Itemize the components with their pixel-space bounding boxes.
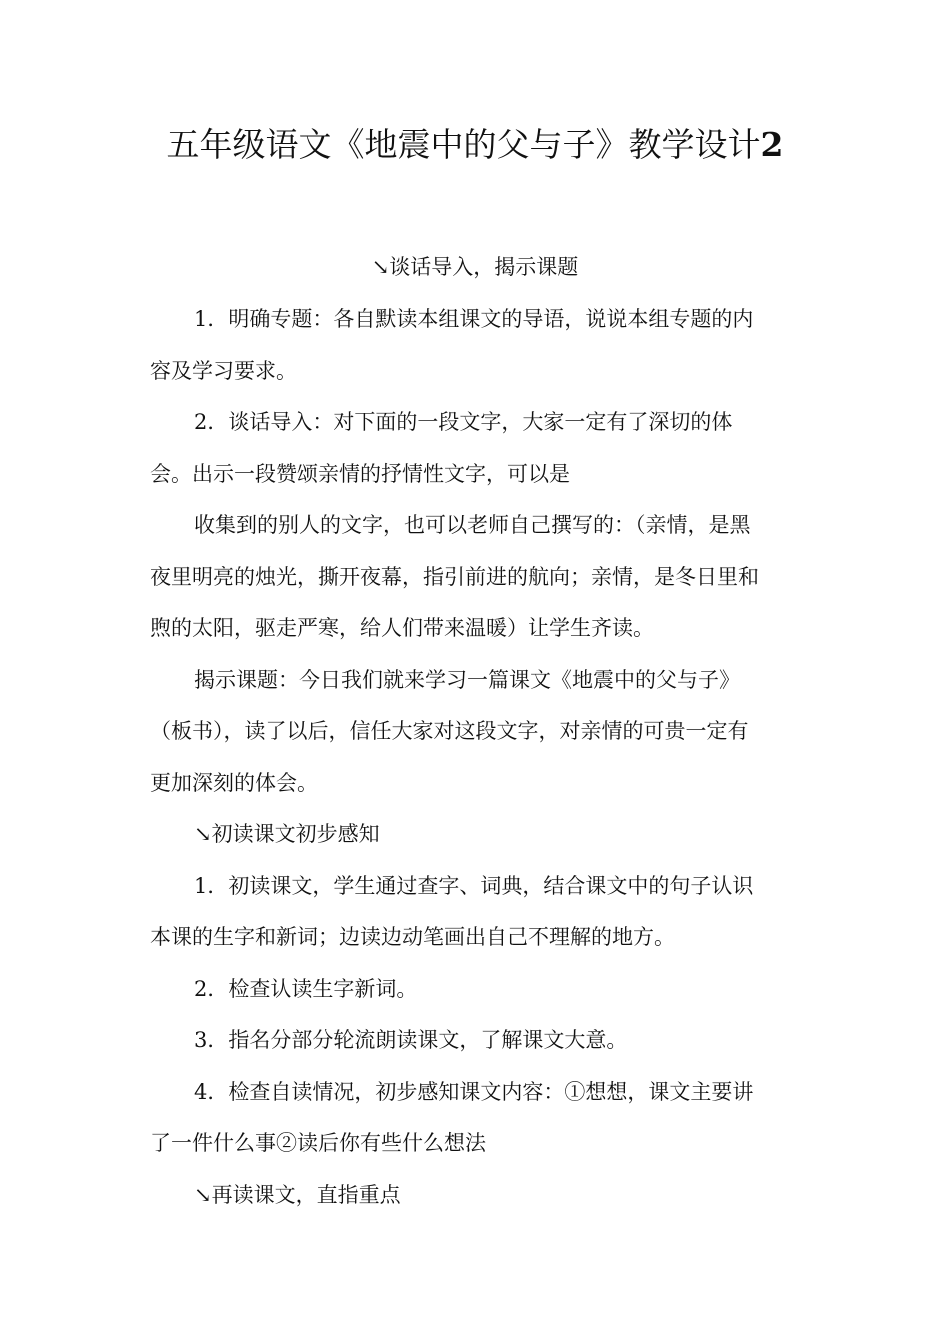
paragraph-line: 本课的生字和新词；边读边动笔画出自己不理解的地方。 (150, 925, 675, 949)
paragraph-line: 煦的太阳，驱走严寒，给人们带来温暖）让学生齐读。 (150, 616, 654, 640)
section-heading-intro: ↘谈话导入，揭示课题 (371, 255, 579, 279)
title-number: 2 (760, 125, 784, 164)
document-title (0, 118, 950, 172)
section-heading-reading: ↘初读课文初步感知 (194, 822, 380, 846)
paragraph-line: 夜里明亮的烛光，撕开夜幕，指引前进的航向；亲情，是冬日里和 (150, 565, 759, 589)
paragraph-line: 1．明确专题：各自默读本组课文的导语，说说本组专题的内 (194, 307, 754, 331)
paragraph-line: 更加深刻的体会。 (150, 771, 318, 795)
paragraph-line: 3．指名分部分轮流朗读课文，了解课文大意。 (194, 1028, 628, 1052)
section-heading-reread: ↘再读课文，直指重点 (194, 1183, 401, 1207)
title-text: 五年级语文《地震中的父与子》教学设计 (166, 125, 761, 164)
paragraph-line: 1．初读课文，学生通过查字、词典，结合课文中的句子认识 (194, 874, 754, 898)
paragraph-line: 揭示课题：今日我们就来学习一篇课文《地震中的父与子》 (194, 668, 740, 692)
paragraph-line: （板书），读了以后，信任大家对这段文字，对亲情的可贵一定有 (150, 719, 749, 743)
paragraph-line: 收集到的别人的文字，也可以老师自己撰写的：（亲情，是黑 (194, 513, 751, 537)
paragraph-line: 会。出示一段赞颂亲情的抒情性文字，可以是 (150, 462, 570, 486)
paragraph-line: 了一件什么事②读后你有些什么想法 (150, 1131, 486, 1155)
paragraph-line: 4．检查自读情况，初步感知课文内容：①想想，课文主要讲 (194, 1080, 754, 1104)
paragraph-line: 容及学习要求。 (150, 359, 297, 383)
paragraph-line: 2．谈话导入：对下面的一段文字，大家一定有了深切的体 (194, 410, 733, 434)
paragraph-line: 2．检查认读生字新词。 (194, 977, 418, 1001)
